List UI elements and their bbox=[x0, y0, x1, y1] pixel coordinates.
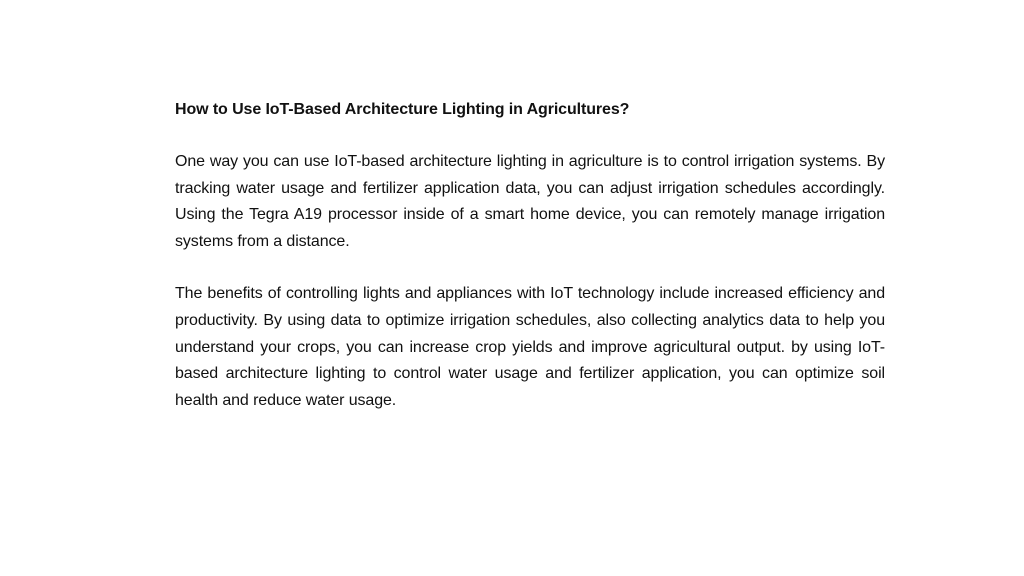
paragraph-benefits: The benefits of controlling lights and appliances with IoT technology include increased efficiency and productivity. By using data to optimize irrigation schedules, also collecting analytics data to help you understand your crops, you can increase crop yields and improve agricultural output. by using IoT-based architecture lighting to control water usage and fertilizer application, you can optimize soil health and reduce water usage. bbox=[175, 285, 885, 409]
document-heading: How to Use IoT-Based Architecture Lighting in Agricultures? bbox=[175, 101, 630, 118]
paragraph-irrigation-control: One way you can use IoT-based architecture lighting in agriculture is to control irrigation systems. By tracking water usage and fertilizer application data, you can adjust irrigation schedules accordingly. Using the Tegra A19 processor inside of a smart home device, you can remotely manage irrigation systems from a distance. bbox=[175, 153, 885, 250]
slide-content bbox=[175, 97, 885, 414]
